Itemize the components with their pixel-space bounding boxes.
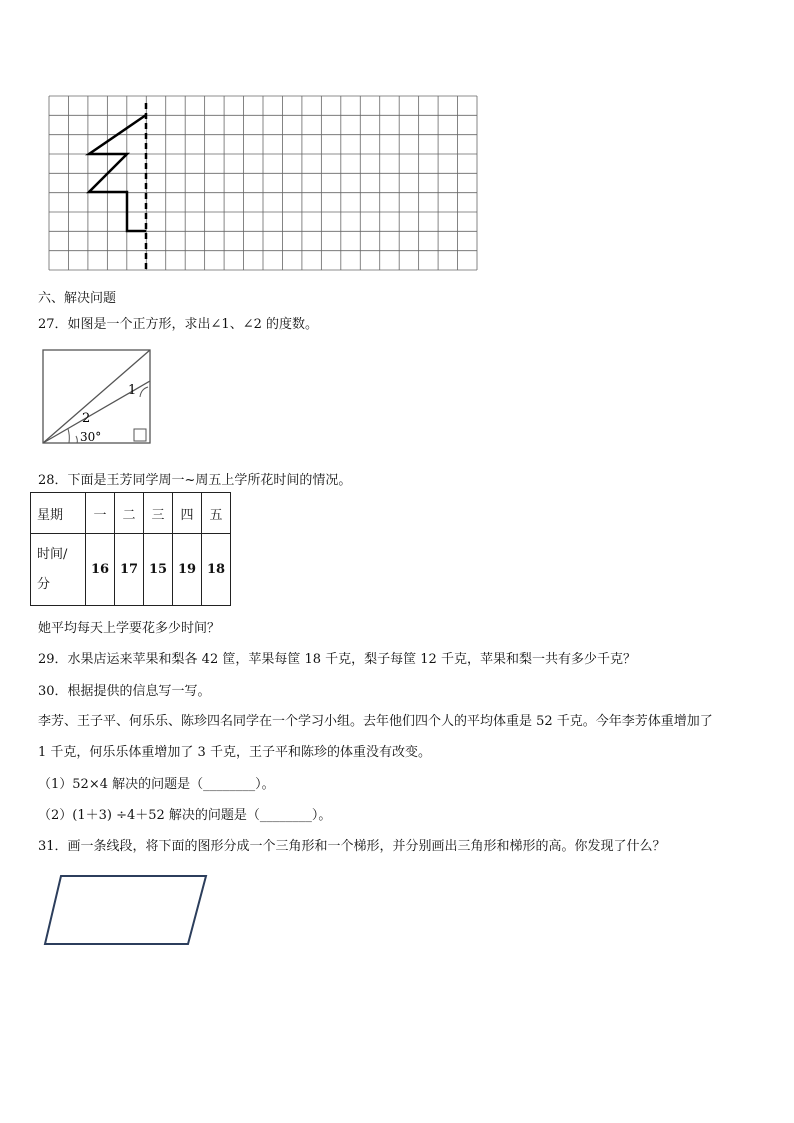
- parallelogram-figure: [42, 873, 212, 953]
- square-figure: [40, 347, 155, 451]
- day-cell: 一: [86, 493, 115, 534]
- day-cell: 四: [173, 493, 202, 534]
- time-table: [30, 492, 231, 606]
- parallelogram-shape: [45, 876, 206, 944]
- question-27: 27．如图是一个正方形，求出∠1、∠2 的度数。: [38, 317, 319, 332]
- table-row-days: [31, 493, 231, 534]
- right-angle-mark: [134, 429, 146, 441]
- row-header-weekday: 星期: [31, 493, 86, 534]
- question-30-sub-1: （1）52×4 解决的问题是（________）。: [38, 777, 275, 792]
- angle30-arc: [76, 436, 77, 443]
- question-30-sub-2: （2）(1＋3) ÷4＋52 解决的问题是（________）。: [38, 808, 332, 823]
- angle30-label: 30°: [80, 430, 102, 444]
- time-cell: 16: [86, 534, 115, 606]
- day-cell: 二: [115, 493, 144, 534]
- question-30-info-1: 李芳、王子平、何乐乐、陈珍四名同学在一个学习小组。去年他们四个人的平均体重是 52 千克。今年李芳体重增加了: [38, 714, 713, 729]
- time-header-line1: 时间/: [37, 546, 68, 562]
- time-cell: 18: [202, 534, 231, 606]
- question-28-ask: 她平均每天上学要花多少时间？: [38, 621, 221, 636]
- time-cell: 15: [144, 534, 173, 606]
- day-cell: 五: [202, 493, 231, 534]
- section-title: 六、解决问题: [38, 291, 117, 306]
- grid-figure: [48, 95, 478, 277]
- question-28: 28．下面是王芳同学周一~周五上学所花时间的情况。: [38, 473, 352, 488]
- question-30: 30．根据提供的信息写一写。: [38, 684, 211, 699]
- day-cell: 三: [144, 493, 173, 534]
- table-row-times: [31, 534, 231, 606]
- angle1-label: 1: [128, 383, 137, 398]
- time-cell: 17: [115, 534, 144, 606]
- angle1-arc: [140, 387, 148, 397]
- question-31: 31．画一条线段，将下面的图形分成一个三角形和一个梯形，并分别画出三角形和梯形的高。你发现了什么？: [38, 839, 666, 854]
- angle2-arc: [68, 429, 69, 443]
- question-30-info-2: 1 千克，何乐乐体重增加了 3 千克，王子平和陈珍的体重没有改变。: [38, 745, 431, 760]
- question-29: 29．水果店运来苹果和梨各 42 筐，苹果每筐 18 千克，梨子每筐 12 千克，苹果和梨一共有多少千克？: [38, 652, 636, 667]
- time-header-line2: 分: [37, 576, 51, 592]
- grid-svg: [48, 95, 478, 273]
- angle2-label: 2: [82, 411, 91, 426]
- time-cell: 19: [173, 534, 202, 606]
- row-header-time: [31, 534, 86, 606]
